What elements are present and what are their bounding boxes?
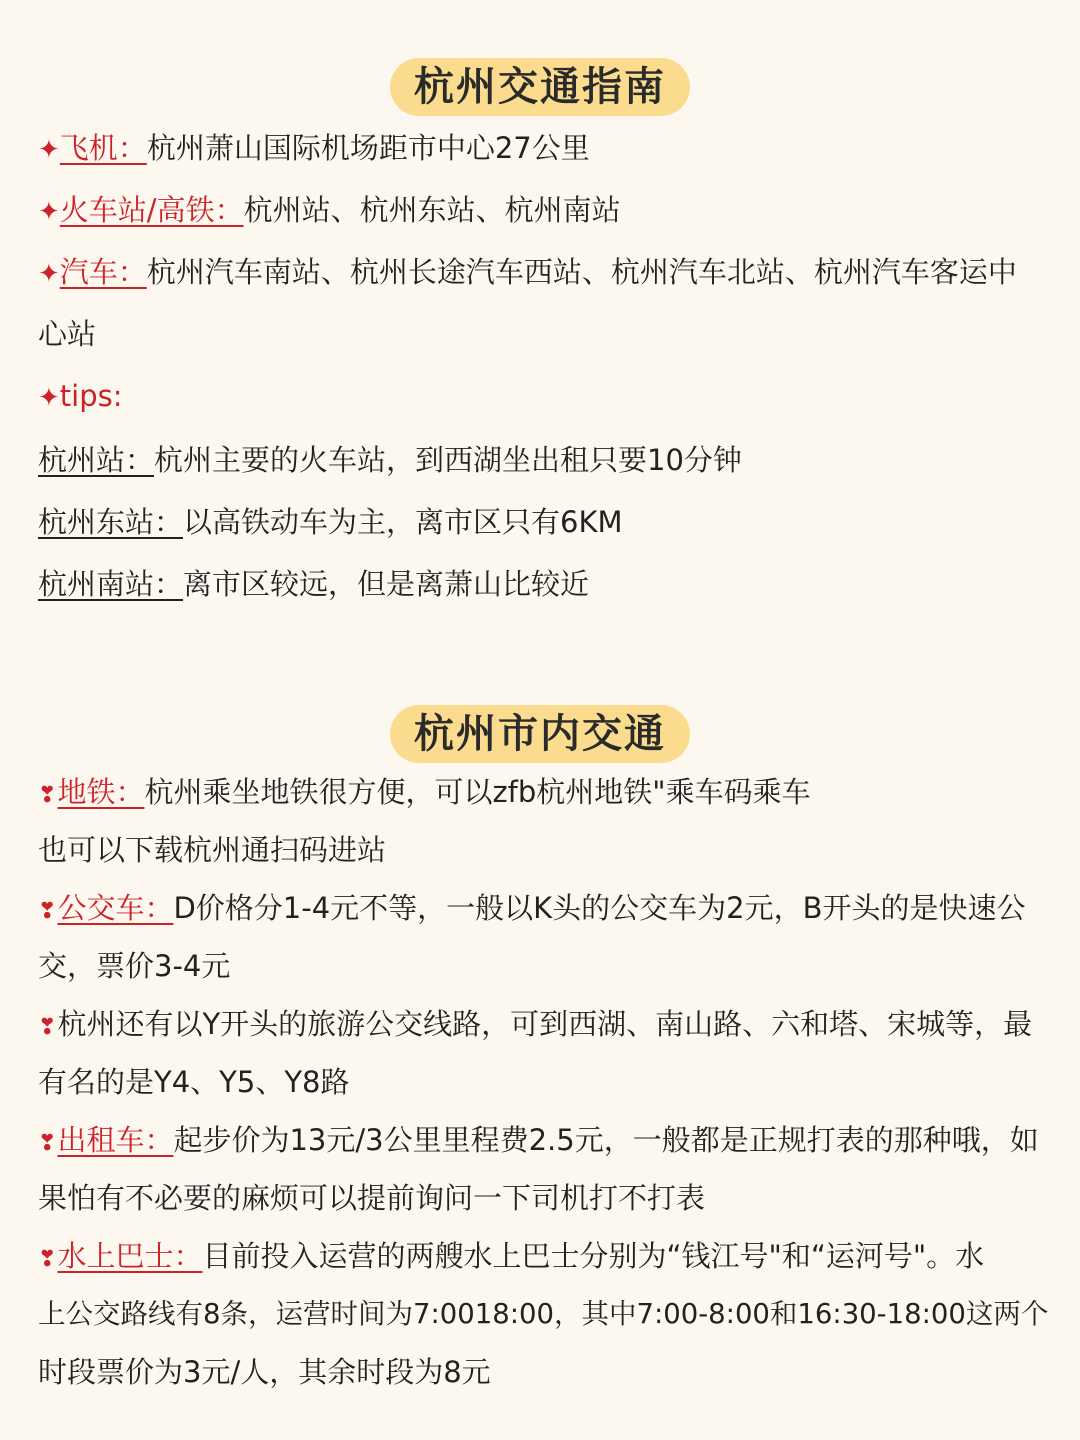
city-bus-text: D价格分1-4元不等，一般以K头的公交车为2元，B开头的是快速公: [173, 891, 1026, 925]
tour-bus-line-cont: [38, 1062, 350, 1102]
water-bus-text: 目前投入运营的两艘水上巴士分别为“钱江号"和“运河号"。水: [202, 1239, 985, 1273]
section2-title: 杭州市内交通: [390, 705, 690, 763]
star-icon: ✦: [38, 259, 60, 289]
airplane-text: 杭州萧山国际机场距市中心27公里: [146, 131, 590, 165]
tips-line: [38, 376, 123, 418]
water-bus-text-cont2: 时段票价为3元/人，其余时段为8元: [38, 1355, 491, 1389]
section2-title-wrap: [0, 705, 1080, 763]
bus-text: 杭州汽车南站、杭州长途汽车西站、杭州汽车北站、杭州汽车客运中: [146, 255, 1017, 289]
bus-line-cont: [38, 314, 96, 354]
water-bus-line-cont: [38, 1294, 1048, 1334]
city-bus-line-cont: [38, 946, 230, 986]
water-bus-line: [38, 1236, 984, 1280]
metro-line: [38, 772, 811, 816]
heart-icon: ❣: [38, 1247, 57, 1272]
star-icon: ✦: [38, 135, 60, 165]
taxi-line-cont: [38, 1178, 705, 1218]
section1-title-wrap: [0, 58, 1080, 116]
tip3-text: 离市区较远，但是离萧山比较近: [183, 567, 590, 601]
city-bus-label: 公交车：: [57, 891, 174, 925]
taxi-text: 起步价为13元/3公里里程费2.5元，一般都是正规打表的那种哦，如: [173, 1123, 1039, 1157]
metro-text-cont: 也可以下载杭州通扫码进站: [38, 833, 387, 867]
tip1-line: [38, 440, 742, 480]
train-line: [38, 190, 621, 232]
tip1-text: 杭州主要的火车站，到西湖坐出租只要10分钟: [154, 443, 742, 477]
heart-icon: ❣: [38, 1015, 57, 1040]
water-bus-line-cont2: [38, 1352, 491, 1392]
tip3-line: [38, 564, 589, 604]
star-icon: ✦: [38, 197, 60, 227]
star-icon: ✦: [38, 383, 60, 413]
metro-label: 地铁：: [57, 775, 145, 809]
tip2-text: 以高铁动车为主，离市区只有6KM: [183, 505, 623, 539]
airplane-label: 飞机：: [59, 131, 147, 165]
tip3-label: 杭州南站：: [38, 567, 184, 601]
tour-bus-text-cont: 有名的是Y4、Y5、Y8路: [38, 1065, 350, 1099]
taxi-label: 出租车：: [57, 1123, 174, 1157]
train-label: 火车站/高铁：: [59, 193, 244, 227]
city-bus-line: [38, 888, 1026, 932]
train-text: 杭州站、杭州东站、杭州南站: [243, 193, 621, 227]
water-bus-label: 水上巴士：: [57, 1239, 203, 1273]
tip2-label: 杭州东站：: [38, 505, 184, 539]
airplane-line: [38, 128, 590, 170]
bus-line: [38, 252, 1017, 294]
heart-icon: ❣: [38, 783, 57, 808]
bus-label: 汽车：: [59, 255, 147, 289]
taxi-line: [38, 1120, 1039, 1164]
tour-bus-text: 杭州还有以Y开头的旅游公交线路，可到西湖、南山路、六和塔、宋城等，最: [57, 1007, 1033, 1041]
heart-icon: ❣: [38, 1131, 57, 1156]
heart-icon: ❣: [38, 899, 57, 924]
section1-title: 杭州交通指南: [390, 58, 690, 116]
metro-text: 杭州乘坐地铁很方便，可以zfb杭州地铁"乘车码乘车: [144, 775, 811, 809]
tip1-label: 杭州站：: [38, 443, 155, 477]
tour-bus-line: [38, 1004, 1032, 1048]
tip2-line: [38, 502, 623, 542]
city-bus-text-cont: 交，票价3-4元: [38, 949, 231, 983]
water-bus-text-cont: 上公交路线有8条，运营时间为7:0018:00，其中7:00-8:00和16:30-18:00这两个: [38, 1298, 1049, 1330]
tips-label: tips:: [59, 379, 123, 413]
bus-text-cont: 心站: [38, 317, 97, 351]
metro-line-cont: [38, 830, 386, 870]
taxi-text-cont: 果怕有不必要的麻烦可以提前询问一下司机打不打表: [38, 1181, 706, 1215]
